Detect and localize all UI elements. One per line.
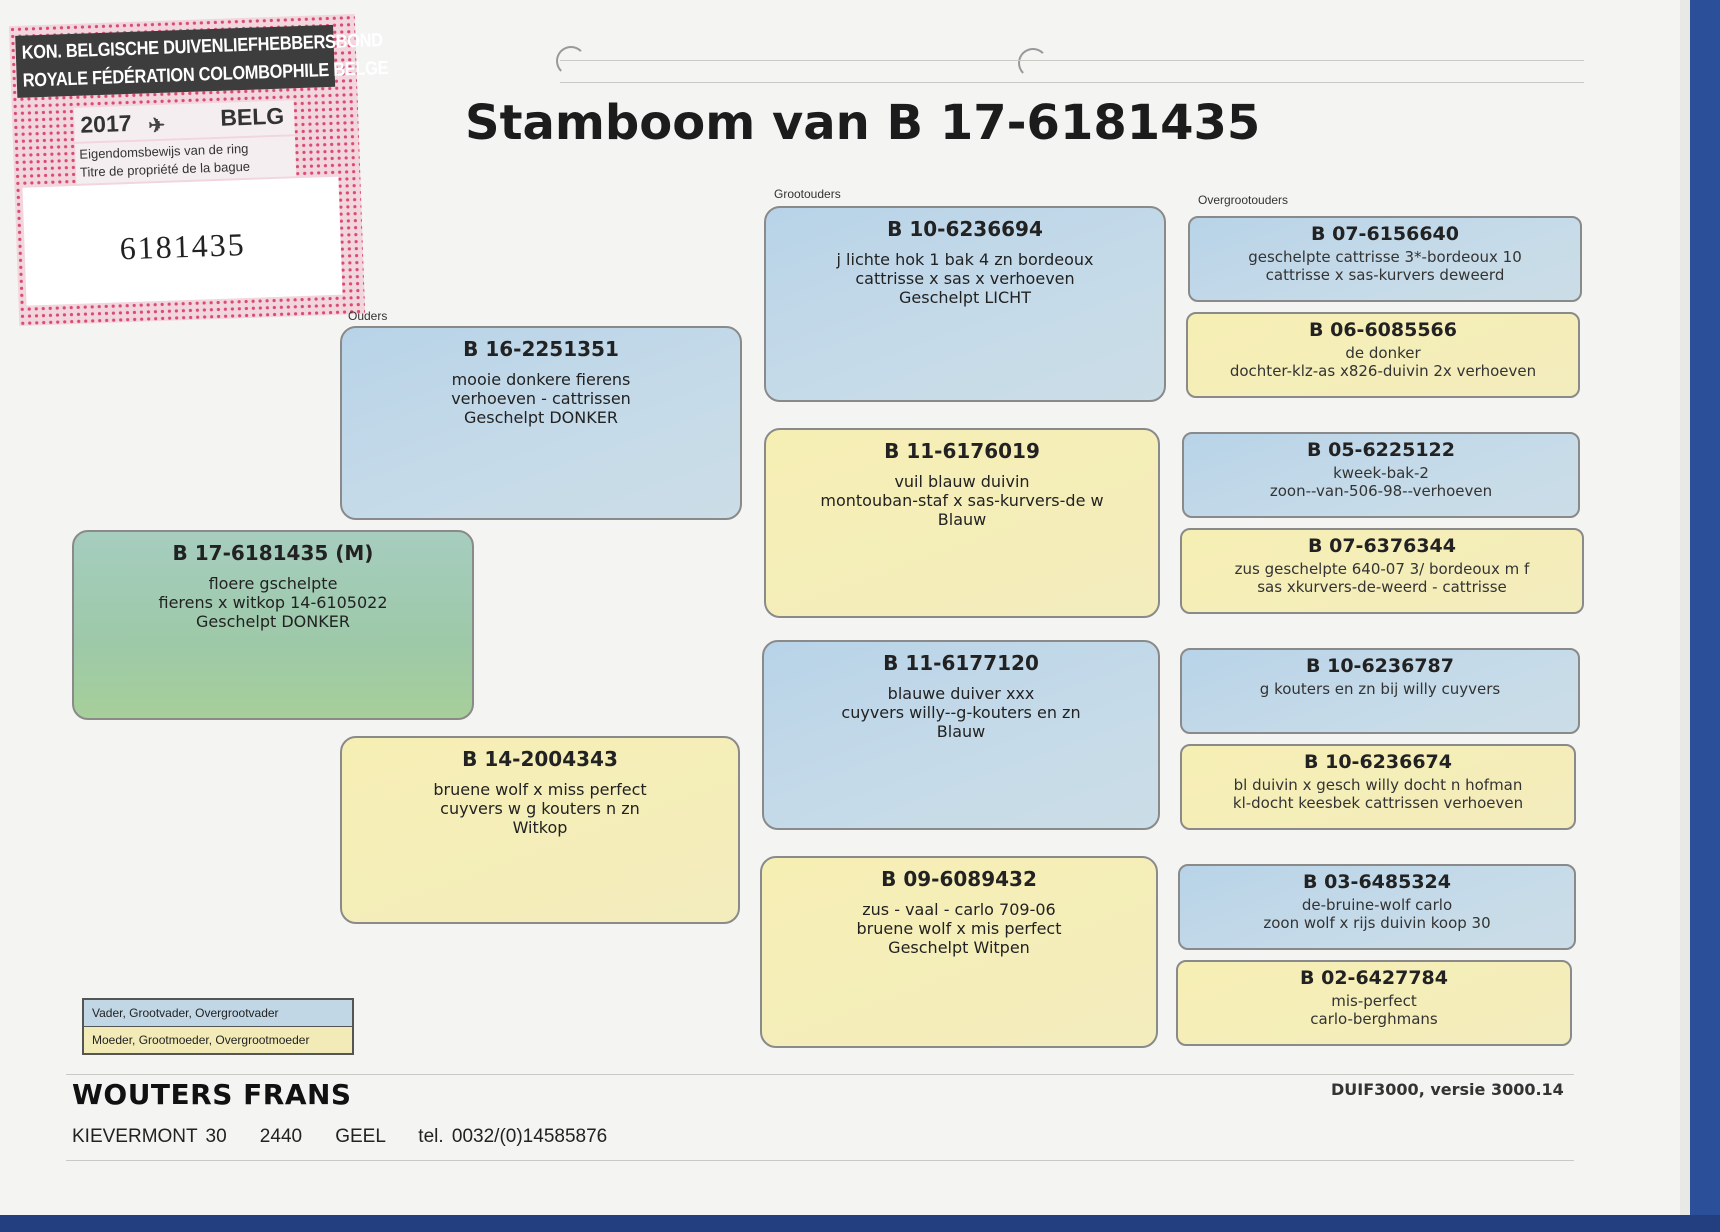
great-grandfather-card[interactable] [1188,216,1582,302]
grandmother-card[interactable] [760,856,1158,1048]
ring-number: B 16-2251351 [463,337,619,361]
description-line: Geschelpt Witpen [888,938,1030,957]
punch-hole [556,46,586,76]
stamp-ring-number: 6181435 [119,226,247,267]
owner-address: KIEVERMONT 30 2440 GEEL tel. 0032/(0)14585876 [72,1126,608,1147]
description-line: verhoeven - cattrissen [451,389,631,408]
software-version: DUIF3000, versie 3000.14 [1331,1080,1564,1099]
color-legend [82,998,354,1055]
ring-number: B 05-6225122 [1307,439,1455,461]
description-line: zoon--van-506-98--verhoeven [1269,482,1493,500]
description-line: blauwe duiver xxx [887,684,1035,703]
description-line: geschelpte cattrisse 3*-bordeoux 10 [1248,248,1522,266]
description-line: vuil blauw duivin [894,472,1030,491]
description-line: dochter-klz-as x826-duivin 2x verhoeven [1229,362,1537,380]
description-line: Geschelpt DONKER [196,612,350,631]
stamp-line-1: KON. BELGISCHE DUIVENLIEFHEBBERSBOND [21,30,384,64]
description-line: j lichte hok 1 bak 4 zn bordeoux [836,250,1094,269]
stamp-country: BELG [219,102,285,131]
description-line: de donker [1345,344,1421,362]
legend-male: Vader, Grootvader, Overgrootvader [84,1000,352,1027]
description-line: bruene wolf x miss perfect [433,780,647,799]
stamp-header [15,25,389,98]
great-grandmother-card[interactable] [1176,960,1572,1046]
great-grandfather-card[interactable] [1182,432,1580,518]
ring-number: B 03-6485324 [1303,871,1451,893]
ring-number: B 11-6177120 [883,651,1039,675]
binder-bottom [0,1215,1720,1232]
great-grandfather-card[interactable] [1180,648,1580,734]
label-grandparents: Grootouders [774,187,841,201]
legend-female: Moeder, Grootmoeder, Overgrootmoeder [84,1027,352,1053]
great-grandmother-card[interactable] [1186,312,1580,398]
description-line: cattrisse x sas x verhoeven [855,269,1075,288]
description-line: zus geschelpte 640-07 3/ bordeoux m f [1234,560,1530,578]
description-line: Witkop [512,818,568,837]
grandmother-card[interactable] [764,428,1160,618]
description-line: cuyvers willy--g-kouters en zn [841,703,1081,722]
description-line: mooie donkere fierens [451,370,631,389]
description-line: kweek-bak-2 [1333,464,1429,482]
divider [66,1160,1574,1161]
description-line: cattrisse x sas-kurvers deweerd [1265,266,1505,284]
stamp-sub-2: Titre de propriété de la bague [79,158,251,180]
subject-card[interactable] [72,530,474,720]
ring-number: B 10-6236674 [1304,751,1452,773]
divider [560,82,1584,83]
description-line: mis-perfect [1331,992,1417,1010]
grandfather-card[interactable] [764,206,1166,402]
description-line: Blauw [936,722,986,741]
stamp-year: 2017 [79,109,132,138]
label-great-grandparents: Overgrootouders [1198,193,1289,207]
description-line: Geschelpt LICHT [899,288,1031,307]
owner-name: WOUTERS FRANS [72,1078,352,1111]
father-card[interactable] [340,326,742,520]
ring-number: B 06-6085566 [1309,319,1457,341]
ring-number: B 11-6176019 [884,439,1040,463]
description-line: fierens x witkop 14-6105022 [158,593,388,612]
binder-edge [1680,0,1720,1232]
ring-number: B 07-6156640 [1311,223,1459,245]
stamp-year-line [74,100,295,142]
ring-number: B 14-2004343 [462,747,618,771]
ring-number: B 09-6089432 [881,867,1037,891]
divider [560,60,1584,61]
great-grandfather-card[interactable] [1178,864,1576,950]
description-line: bl duivin x gesch willy docht n hofman [1233,776,1523,794]
label-parents: Ouders [348,309,388,323]
description-line: bruene wolf x mis perfect [856,919,1062,938]
great-grandmother-card[interactable] [1180,528,1584,614]
page-title: Stamboom van B 17-6181435 [465,95,1261,151]
description-line: zoon wolf x rijs duivin koop 30 [1263,914,1491,932]
stamp-sub-1: Eigendomsbewijs van de ring [79,140,249,162]
stamp-line-2: ROYALE FÉDÉRATION COLOMBOPHILE BELGE [22,57,389,92]
ring-number: B 02-6427784 [1300,967,1448,989]
ring-number: B 10-6236694 [887,217,1043,241]
ring-number: B 10-6236787 [1306,655,1454,677]
description-line: carlo-berghmans [1310,1010,1438,1028]
stamp-subtitle [75,136,296,184]
description-line: montouban-staf x sas-kurvers-de w [820,491,1104,510]
mother-card[interactable] [340,736,740,924]
divider [66,1074,1574,1075]
description-line: kl-docht keesbek cattrissen verhoeven [1232,794,1524,812]
description-line: floere gschelpte [208,574,338,593]
description-line: zus - vaal - carlo 709-06 [862,900,1056,919]
description-line: Geschelpt DONKER [464,408,618,427]
description-line: de-bruine-wolf carlo [1301,896,1453,914]
ring-number: B 07-6376344 [1308,535,1456,557]
stamp-number-box [23,177,343,306]
description-line: Blauw [937,510,987,529]
airplane-icon: ✈ [148,114,166,138]
punch-hole [1018,48,1048,78]
description-line: cuyvers w g kouters n zn [440,799,640,818]
great-grandmother-card[interactable] [1180,744,1576,830]
description-line: g kouters en zn bij willy cuyvers [1259,680,1501,698]
grandfather-card[interactable] [762,640,1160,830]
description-line: sas xkurvers-de-weerd - cattrisse [1257,578,1507,596]
ring-number: B 17-6181435 (M) [172,541,374,565]
